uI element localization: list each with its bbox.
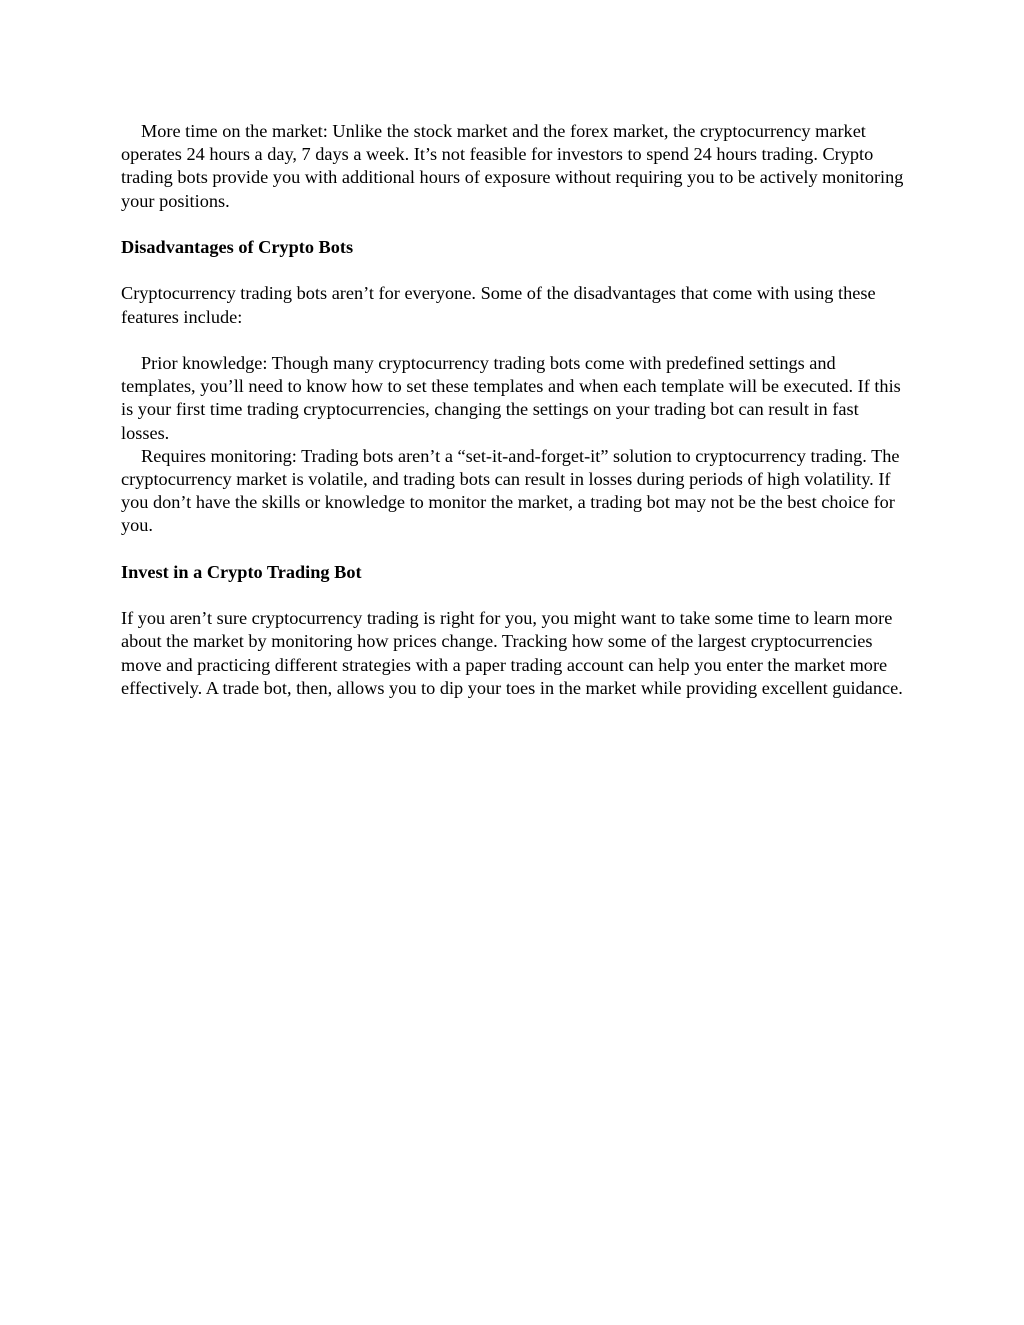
heading-disadvantages: Disadvantages of Crypto Bots — [121, 237, 354, 257]
spacer — [121, 584, 911, 607]
paragraph-more-time-on-market: More time on the market: Unlike the stock market and the forex market, the cryptocurrency market operates 24 hours a day, 7 days a week. It’s not feasible for investors to spend 24 hours trading. Crypto trading bots provide you with additional hours of exposure without requiring you to be actively monitoring your positions. — [121, 121, 904, 211]
heading-invest: Invest in a Crypto Trading Bot — [121, 561, 362, 582]
paragraph-prior-knowledge: Prior knowledge: Though many cryptocurrency trading bots come with predefined settings and templates, you’ll need to know how to set these templates and when each template will be executed. If this is your first time trading cryptocurrencies, changing the settings on your trading bot can result in fast losses. — [121, 352, 901, 443]
spacer — [121, 213, 911, 236]
paragraph-requires-monitoring: Requires monitoring: Trading bots aren’t a “set-it-and-forget-it” solution to cryptocurrency trading. The cryptocurrency market is volatile, and trading bots can result in losses during periods of high volatility. If you don’t have the skills or knowledge to monitor the market, a trading bot may not be the best choice for you. — [121, 445, 900, 536]
spacer — [121, 538, 911, 561]
spacer — [121, 259, 911, 282]
paragraph-not-for-everyone: Cryptocurrency trading bots aren’t for everyone. Some of the disadvantages that come with using these features include: — [121, 283, 876, 327]
document-body — [121, 120, 911, 700]
paragraph-invest: If you aren’t sure cryptocurrency trading is right for you, you might want to take some time to learn more about the market by monitoring how prices change. Tracking how some of the largest cryptocurrencies move and practicing different strategies with a paper trading account can help you enter the market more effectively. A trade bot, then, allows you to dip your toes in the market while providing excellent guidance. — [121, 608, 903, 698]
spacer — [121, 329, 911, 352]
